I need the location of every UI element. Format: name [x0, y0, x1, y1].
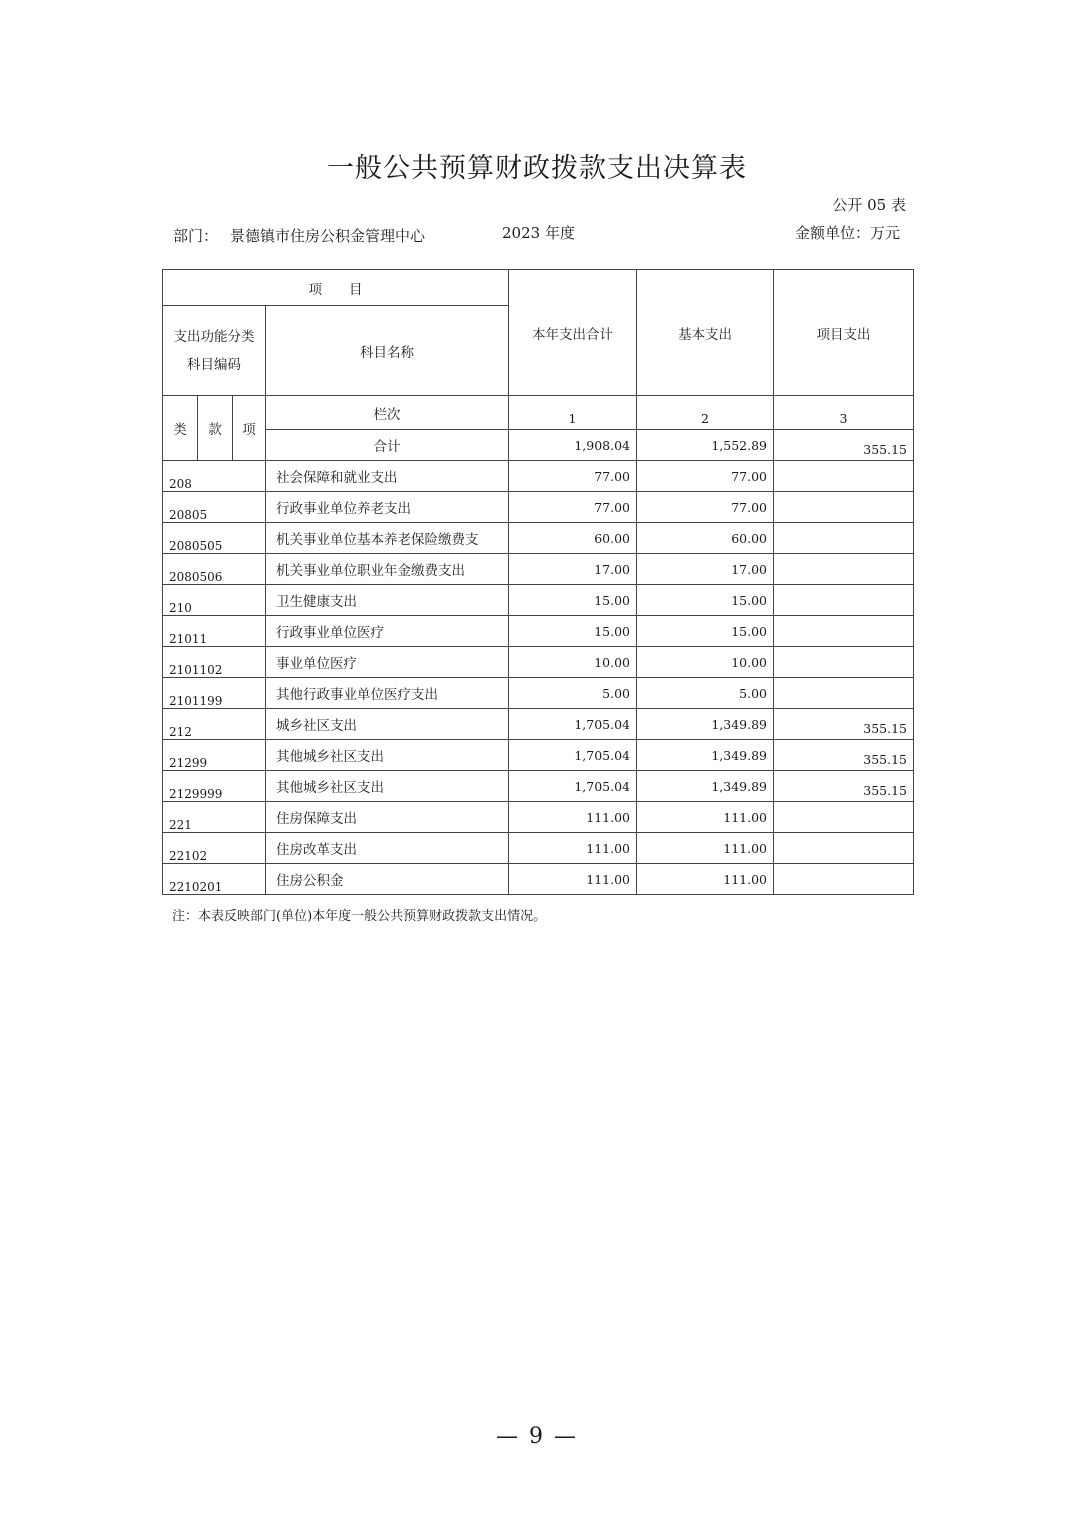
row-total: 77.00	[509, 461, 637, 492]
total-project: 355.15	[774, 430, 914, 461]
row-basic: 111.00	[637, 864, 774, 895]
column-index-label: 栏次	[266, 396, 509, 430]
row-project	[774, 461, 914, 492]
table-row	[163, 802, 914, 833]
row-total: 111.00	[509, 833, 637, 864]
header-xiang: 项	[233, 396, 266, 461]
total-amount: 1,908.04	[509, 430, 637, 461]
row-project	[774, 554, 914, 585]
column-index-3: 3	[774, 396, 914, 430]
row-subject-name: 行政事业单位医疗	[266, 616, 509, 647]
row-code: 21011	[163, 616, 266, 647]
row-subject-name: 机关事业单位职业年金缴费支出	[266, 554, 509, 585]
row-basic: 77.00	[637, 492, 774, 523]
row-basic: 17.00	[637, 554, 774, 585]
row-subject-name: 机关事业单位基本养老保险缴费支	[266, 523, 509, 554]
row-total: 1,705.04	[509, 771, 637, 802]
total-basic: 1,552.89	[637, 430, 774, 461]
row-basic: 1,349.89	[637, 709, 774, 740]
row-project: 355.15	[774, 740, 914, 771]
row-code: 21299	[163, 740, 266, 771]
table-row	[163, 740, 914, 771]
row-project	[774, 616, 914, 647]
row-basic: 1,349.89	[637, 740, 774, 771]
row-basic: 111.00	[637, 802, 774, 833]
table-row	[163, 554, 914, 585]
row-project	[774, 864, 914, 895]
row-project: 355.15	[774, 771, 914, 802]
row-basic: 15.00	[637, 585, 774, 616]
header-lei: 类	[163, 396, 198, 461]
row-basic: 10.00	[637, 647, 774, 678]
row-code: 221	[163, 802, 266, 833]
row-project	[774, 585, 914, 616]
row-basic: 1,349.89	[637, 771, 774, 802]
row-total: 111.00	[509, 864, 637, 895]
row-project	[774, 678, 914, 709]
row-code: 208	[163, 461, 266, 492]
header-kuan: 款	[198, 396, 233, 461]
row-total: 111.00	[509, 802, 637, 833]
column-index-2: 2	[637, 396, 774, 430]
row-total: 60.00	[509, 523, 637, 554]
row-total: 15.00	[509, 616, 637, 647]
row-total: 1,705.04	[509, 740, 637, 771]
table-row	[163, 771, 914, 802]
department-info	[173, 225, 443, 248]
fiscal-year: 2023 年度	[502, 224, 575, 242]
row-project	[774, 492, 914, 523]
header-row-1	[163, 270, 914, 306]
row-subject-name: 行政事业单位养老支出	[266, 492, 509, 523]
row-subject-name: 住房公积金	[266, 864, 509, 895]
row-project	[774, 647, 914, 678]
column-index-1: 1	[509, 396, 637, 430]
row-basic: 15.00	[637, 616, 774, 647]
row-code: 2101199	[163, 678, 266, 709]
header-col-project: 项目支出	[774, 270, 914, 396]
department-value: 景德镇市住房公积金管理中心	[230, 227, 426, 245]
row-code: 2080506	[163, 554, 266, 585]
page-title: 一般公共预算财政拨款支出决算表	[327, 153, 747, 184]
header-item: 项 目	[163, 270, 509, 306]
row-basic: 60.00	[637, 523, 774, 554]
row-subject-name: 城乡社区支出	[266, 709, 509, 740]
header-col-basic: 基本支出	[637, 270, 774, 396]
table-row	[163, 523, 914, 554]
table-row	[163, 461, 914, 492]
row-project: 355.15	[774, 709, 914, 740]
department-label: 部门：	[173, 227, 219, 245]
header-row-3	[163, 396, 914, 430]
row-subject-name: 事业单位医疗	[266, 647, 509, 678]
row-basic: 5.00	[637, 678, 774, 709]
row-total: 15.00	[509, 585, 637, 616]
table-row	[163, 864, 914, 895]
table-row	[163, 833, 914, 864]
unit-label: 金额单位：	[794, 224, 870, 242]
row-basic: 77.00	[637, 461, 774, 492]
unit-value: 万元	[869, 224, 900, 242]
row-code: 210	[163, 585, 266, 616]
table-row	[163, 492, 914, 523]
row-basic: 111.00	[637, 833, 774, 864]
amount-unit	[795, 222, 900, 243]
row-subject-name: 社会保障和就业支出	[266, 461, 509, 492]
row-project	[774, 523, 914, 554]
table-row	[163, 585, 914, 616]
form-number: 公开 05 表	[832, 196, 906, 214]
total-row	[163, 430, 914, 461]
page-number: — 9 —	[496, 1424, 578, 1449]
row-code: 22102	[163, 833, 266, 864]
row-total: 10.00	[509, 647, 637, 678]
row-total: 77.00	[509, 492, 637, 523]
row-code: 2080505	[163, 523, 266, 554]
table-row	[163, 678, 914, 709]
row-subject-name: 卫生健康支出	[266, 585, 509, 616]
row-code: 2210201	[163, 864, 266, 895]
table-row	[163, 616, 914, 647]
header-subject-name: 科目名称	[266, 306, 509, 396]
row-project	[774, 833, 914, 864]
row-subject-name: 住房保障支出	[266, 802, 509, 833]
row-subject-name: 其他行政事业单位医疗支出	[266, 678, 509, 709]
header-col-total: 本年支出合计	[509, 270, 637, 396]
row-subject-name: 其他城乡社区支出	[266, 740, 509, 771]
table-note: 注：本表反映部门(单位)本年度一般公共预算财政拨款支出情况。	[172, 909, 547, 924]
row-project	[774, 802, 914, 833]
row-code: 2129999	[163, 771, 266, 802]
row-code: 20805	[163, 492, 266, 523]
expenditure-table	[162, 269, 914, 895]
table-row	[163, 709, 914, 740]
total-label: 合计	[266, 430, 509, 461]
row-total: 1,705.04	[509, 709, 637, 740]
row-code: 212	[163, 709, 266, 740]
row-subject-name: 住房改革支出	[266, 833, 509, 864]
table-row	[163, 647, 914, 678]
row-total: 17.00	[509, 554, 637, 585]
row-subject-name: 其他城乡社区支出	[266, 771, 509, 802]
header-func-code: 支出功能分类科目编码	[163, 306, 266, 396]
row-code: 2101102	[163, 647, 266, 678]
row-total: 5.00	[509, 678, 637, 709]
